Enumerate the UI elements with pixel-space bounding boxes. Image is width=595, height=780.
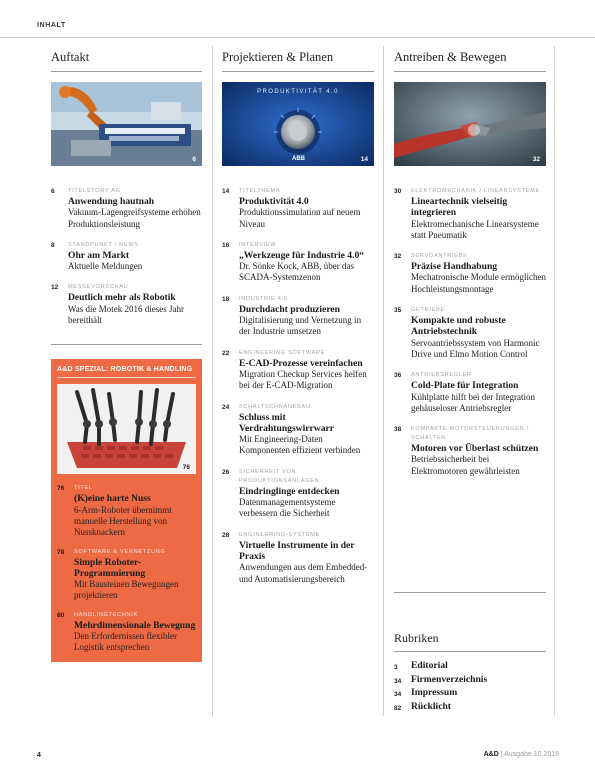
toc-entry[interactable] <box>222 531 374 585</box>
entry-title: (K)eine harte Nuss <box>74 493 151 505</box>
header-rule <box>0 37 595 38</box>
column-divider <box>554 46 555 716</box>
rubrik-page-number: 3 <box>394 664 398 671</box>
rubrik-item[interactable] <box>394 701 546 715</box>
rubrik-label: Firmenverzeichnis <box>411 673 488 685</box>
entry-description: Elektromechanische Linearsysteme statt Pneumatik <box>411 218 539 240</box>
entry-description: Den Erfordernissen flexibler Logistik entsprechen <box>74 631 177 653</box>
toc-entry[interactable] <box>222 295 374 338</box>
entry-page-number: 38 <box>394 426 402 434</box>
entry-title: „Werkzeuge für Industrie 4.0“ <box>239 249 365 261</box>
section-label: INHALT <box>37 22 66 29</box>
magazine-name: A&D <box>483 751 499 758</box>
column-title: Antreiben & Bewegen <box>394 50 546 72</box>
entry-description: Servoantriebssystem von Harmonic Drive und Elmo Motion Control <box>411 337 540 359</box>
handshake-image[interactable] <box>394 82 546 166</box>
entry-description: Mit Bausteinen Bewegungen projektieren <box>74 579 179 601</box>
entry-description: Datenmanagementsysteme verbessern die Sicherheit <box>239 497 336 519</box>
entry-title: Lineartechnik vielseitig integrieren <box>411 196 508 219</box>
entry-category: ANTRIEBSREGLER <box>411 372 472 379</box>
rubriken-section <box>394 592 546 714</box>
toc-entry[interactable] <box>57 548 196 602</box>
toc-entry[interactable] <box>394 306 546 360</box>
entry-page-number: 8 <box>51 241 55 249</box>
entry-title: Anwendung hautnah <box>68 196 155 207</box>
image-page-number: 14 <box>360 156 368 163</box>
rubrik-label: Editorial <box>411 660 448 671</box>
entry-title: Ohr am Markt <box>68 249 130 261</box>
entry-category: HANDLINGTECHNIK <box>74 611 138 618</box>
column-projektieren <box>222 50 374 585</box>
entry-title: Durchdacht produzieren <box>239 303 341 315</box>
entry-category: STANDPUNKT / NEWS <box>68 241 139 248</box>
toc-entry[interactable] <box>394 425 546 477</box>
toc-entry[interactable] <box>394 187 546 241</box>
robot-hands-keyboard-image[interactable] <box>57 384 196 474</box>
robot-handshake-illustration <box>394 82 546 166</box>
rubrik-label: Rücklicht <box>411 700 451 712</box>
entry-title: Schluss mit Verdrahtungswirrwarr <box>239 411 335 434</box>
robot-hands-illustration <box>57 384 196 474</box>
entry-description: Produktionssimulation auf neuem Niveau <box>239 207 361 229</box>
entry-title: Motoren vor Überlast schützen <box>411 443 539 455</box>
entry-page-number: 22 <box>222 349 230 357</box>
entry-category: SERVOANTRIEBE <box>411 253 468 260</box>
entry-page-number: 18 <box>222 295 230 303</box>
issue-label: Ausgabe 10.2016 <box>504 751 559 758</box>
entry-page-number: 32 <box>394 253 402 261</box>
entry-title: E-CAD-Prozesse vereinfachen <box>239 357 363 369</box>
image-page-number: 32 <box>532 156 540 163</box>
entry-page-number: 24 <box>222 403 230 411</box>
footer-issue: A&D | Ausgabe 10.2016 <box>483 751 559 758</box>
entry-description: Migration Checkup Services helfen bei der E-CAD-Migration <box>239 368 367 391</box>
rubriken-title: Rubriken <box>394 631 546 652</box>
entry-page-number: 80 <box>57 611 65 619</box>
page-number: 4 <box>37 752 41 759</box>
image-caption: PRODUKTIVITÄT 4.0 <box>257 89 339 95</box>
special-box-heading: A&D SPEZIAL: ROBOTIK & HANDLING <box>57 366 196 378</box>
toc-entry[interactable] <box>51 241 202 273</box>
entry-page-number: 35 <box>394 307 402 315</box>
entry-description: Anwendungen aus dem Embedded- und Automatisierungsbereich <box>239 562 368 584</box>
entry-title: Virtuelle Instrumente in der Praxis <box>239 539 355 562</box>
entry-category: SICHERHEIT VON PRODUKTIONSANLAGEN <box>239 468 320 484</box>
entry-page-number: 30 <box>394 188 402 195</box>
entry-category: MESSEVORSCHAU <box>68 284 129 291</box>
toc-entry[interactable] <box>57 484 196 538</box>
entry-title: Präzise Handhabung <box>411 261 498 273</box>
toc-entry[interactable] <box>51 283 202 326</box>
entry-title: Cold-Plate für Integration <box>411 380 519 392</box>
entry-category: TITELSTORY AG <box>68 188 121 194</box>
rubrik-item[interactable] <box>394 660 546 674</box>
rubrik-item[interactable] <box>394 687 546 701</box>
entry-page-number: 36 <box>394 372 402 380</box>
image-page-number: 76 <box>182 464 190 472</box>
toc-entry[interactable] <box>51 187 202 230</box>
column-title: Auftakt <box>51 50 202 72</box>
robot-factory-image[interactable] <box>51 82 202 166</box>
entry-description: Mit Engineering-Daten Komponenten effizient verbinden <box>239 434 361 456</box>
entry-category: ENGINEERING-SYSTEME <box>239 531 321 538</box>
entry-page-number: 16 <box>222 241 230 249</box>
entry-description: Was die Motek 2016 dieses Jahr bereithält <box>68 303 185 326</box>
entry-description: Kühlplatte hilft bei der Integration gehäuseloser Antriebsregler <box>411 391 535 413</box>
entry-title: Eindringlinge entdecken <box>239 485 340 497</box>
entry-page-number: 26 <box>222 468 230 476</box>
entry-title: Kompakte und robuste Antriebstechnik <box>411 315 506 338</box>
entry-description: Vakuum-Lagengreifsysteme erhöhen Produktionsleistung <box>68 207 201 229</box>
entry-category: SCHALTSCHRANKBAU <box>239 403 311 410</box>
toc-entry[interactable] <box>394 371 546 414</box>
rubrik-label: Impressum <box>411 687 458 699</box>
abb-logo-text: ABB <box>292 156 305 162</box>
entry-page-number: 28 <box>222 531 230 539</box>
entry-page-number: 6 <box>51 188 55 195</box>
entry-description: Mechatronische Module ermöglichen Hochleistungsmontage <box>411 272 546 294</box>
image-page-number: 6 <box>192 156 196 163</box>
column-divider <box>383 46 384 716</box>
rubriken-top-rule <box>394 592 546 593</box>
entry-description: 6-Arm-Roboter übernimmt manuelle Herstellung von Nussknackern <box>74 504 172 538</box>
entry-category: ELEKTROMECHANIK / LINEARSYSTEME <box>411 188 540 194</box>
entry-description: Aktuelle Meldungen <box>68 261 143 272</box>
entry-category: INDUSTRIE 4.0 <box>239 295 288 302</box>
toc-entry[interactable] <box>222 241 374 284</box>
entry-title: Simple Roboter-Programmierung <box>74 556 146 579</box>
toc-entry[interactable] <box>222 349 374 392</box>
entry-category: SOFTWARE & VERNETZUNG <box>74 548 166 555</box>
abb-productivity-image[interactable] <box>222 82 374 166</box>
column-separator <box>51 344 202 345</box>
column-title: Projektieren & Planen <box>222 50 374 72</box>
entry-page-number: 78 <box>57 548 65 556</box>
special-box <box>51 359 202 661</box>
toc-entry[interactable] <box>222 403 374 457</box>
column-divider <box>212 46 213 716</box>
column-auftakt <box>51 50 202 662</box>
entry-category: INTERVIEW <box>239 241 277 248</box>
toc-entry[interactable] <box>222 187 374 230</box>
column-antreiben <box>394 50 546 477</box>
toc-entry[interactable] <box>222 468 374 520</box>
entry-description: Dr. Sönke Kock, ABB, über das SCADA-Systemzenon <box>239 261 354 283</box>
toc-entry[interactable] <box>57 611 196 654</box>
entry-description: Betriebssicherheit bei Elektromotoren gewährleisten <box>411 454 520 476</box>
entry-page-number: 12 <box>51 284 59 292</box>
robot-factory-illustration <box>51 82 202 166</box>
entry-category: TITEL <box>74 485 93 492</box>
entry-category: ENGINEERING SOFTWARE <box>239 349 326 356</box>
rubrik-page-number: 82 <box>394 704 402 712</box>
rubrik-item[interactable] <box>394 674 546 688</box>
entry-page-number: 14 <box>222 188 230 195</box>
entry-description: Digitalisierung und Vernetzung in der Industrie umsetzen <box>239 315 362 337</box>
entry-category: GETRIEBE <box>411 307 445 314</box>
toc-entry[interactable] <box>394 252 546 295</box>
entry-page-number: 76 <box>57 485 65 493</box>
rubrik-page-number: 34 <box>394 677 402 685</box>
entry-title: Produktivität 4.0 <box>239 196 309 207</box>
entry-category: KOMPAKTE MOTORSTEUERUNGEN / SCHALTER <box>411 426 529 442</box>
entry-category: TITELTHEMA <box>239 188 281 194</box>
entry-title: Deutlich mehr als Robotik <box>68 292 176 304</box>
rubrik-page-number: 34 <box>394 691 402 699</box>
entry-title: Mehrdimensionale Bewegung <box>74 619 196 631</box>
